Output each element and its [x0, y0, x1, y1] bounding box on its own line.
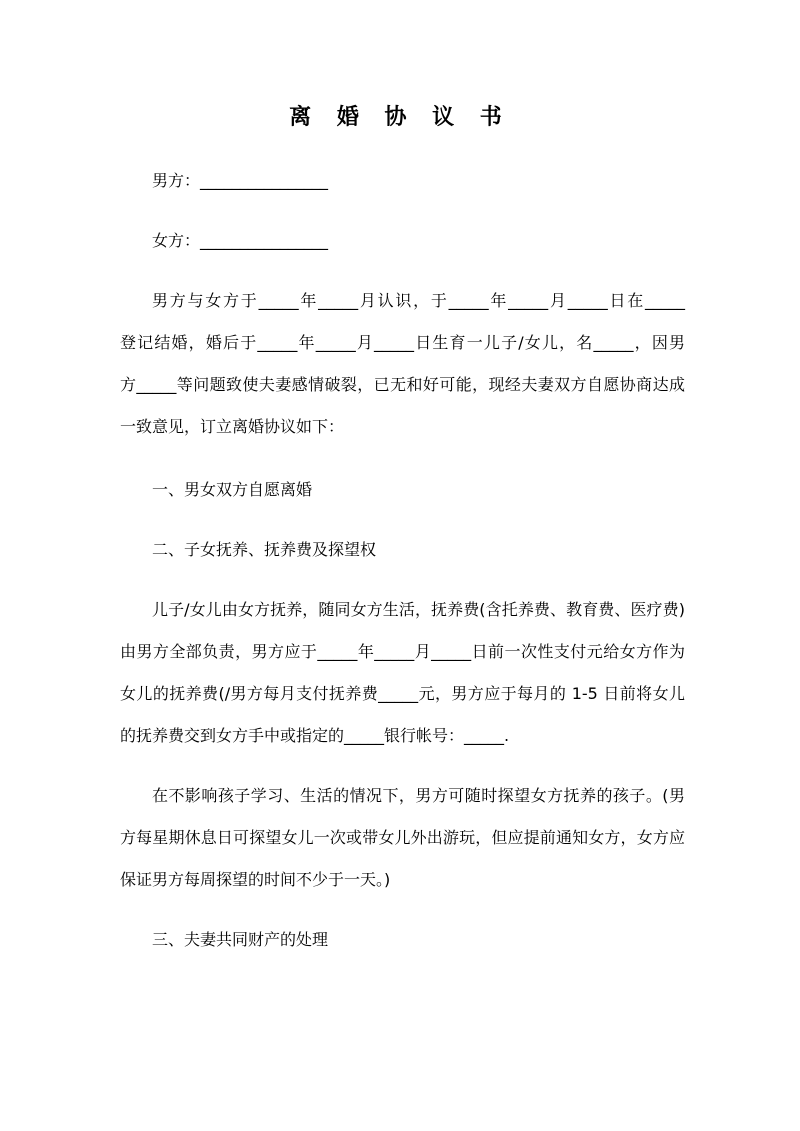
custody-paragraph-line-2: 由男方全部负责，男方应于_____年_____月_____日前一次性支付元给女方作为	[120, 642, 685, 661]
visitation-paragraph-line-1: 在不影响孩子学习、生活的情况下，男方可随时探望女方抚养的孩子。(男	[152, 786, 685, 805]
female-party-line: 女方：________________	[152, 231, 329, 250]
section-heading-2: 二、子女抚养、抚养费及探望权	[152, 540, 377, 559]
custody-paragraph-line-1: 儿子/女儿由女方抚养，随同女方生活，抚养费(含托养费、教育费、医疗费)	[152, 600, 685, 619]
section-heading-3: 三、夫妻共同财产的处理	[152, 930, 329, 949]
visitation-paragraph-line-3: 保证男方每周探望的时间不少于一天。)	[120, 870, 391, 889]
custody-paragraph-line-3: 女儿的抚养费(/男方每月支付抚养费_____元，男方应于每月的 1-5 日前将女儿	[120, 684, 685, 703]
visitation-paragraph-line-2: 方每星期休息日可探望女儿一次或带女儿外出游玩，但应提前通知女方，女方应	[120, 828, 685, 847]
intro-paragraph-line-1: 男方与女方于_____年_____月认识，于_____年_____月_____日在_____	[152, 291, 685, 310]
document-title: 离 婚 协 议 书	[289, 105, 511, 130]
section-heading-1: 一、男女双方自愿离婚	[152, 480, 313, 499]
intro-paragraph-line-2: 登记结婚，婚后于_____年_____月_____日生育一儿子/女儿，名_____，因男	[120, 333, 685, 352]
intro-paragraph-line-4: 一致意见，订立离婚协议如下：	[120, 417, 345, 436]
intro-paragraph-line-3: 方_____等问题致使夫妻感情破裂，已无和好可能，现经夫妻双方自愿协商达成	[120, 375, 685, 394]
male-party-line: 男方：________________	[152, 171, 329, 190]
custody-paragraph-line-4: 的抚养费交到女方手中或指定的_____银行帐号：_____.	[120, 726, 510, 745]
